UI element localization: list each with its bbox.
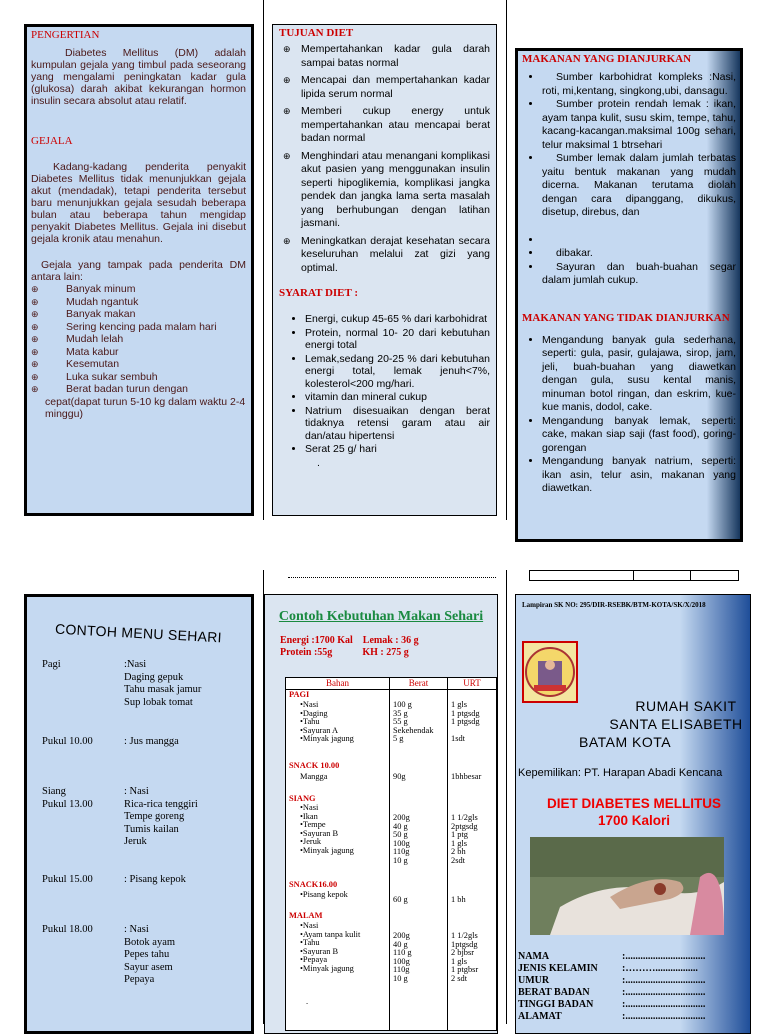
hospital-logo xyxy=(522,641,578,703)
list-item: • Protein, normal 10- 20 dari kebutuhan energi total xyxy=(305,327,490,352)
form-field[interactable]: :................................ xyxy=(622,987,706,998)
syarat-trail: . xyxy=(317,456,320,469)
bullet-icon: ⊕ xyxy=(31,321,39,332)
panel-kebutuhan xyxy=(264,594,498,1034)
col-header: Berat xyxy=(390,678,448,689)
list-item: • vitamin dan mineral cukup xyxy=(305,391,490,404)
list-item: • Sumber protein rendah lemak : ikan, ayam tanpa kulit, susu skim, tempe, tahu, kacang-kacangan.maksimal 100g sehari, telur maksimal 1 btrsehari xyxy=(542,98,736,152)
syarat-title: SYARAT DIET : xyxy=(279,287,359,299)
bullet-icon: ⊕ xyxy=(31,346,39,357)
list-item: • Mengandung banyak lemak, seperti: cake, makan siap saji (fast food), goring-gorengan xyxy=(542,415,736,456)
diet-title: DIET DIABETES MELLITUS 1700 Kalori xyxy=(546,796,721,828)
pengertian-text: Diabetes Mellitus (DM) adalah kumpulan gejala yang timbul pada seseorang yang mengalami peningkatan kadar gula (glukosa) darah akibat kekurangan hormon insulin secara absolut atau relatif. xyxy=(31,47,246,107)
tujuan-list xyxy=(279,43,490,275)
bullet-icon: ⊕ xyxy=(283,44,291,54)
panel-dianjurkan xyxy=(515,48,743,542)
list-item: ⊕ Mencapai dan mempertahankan kadar lipida serum normal xyxy=(283,74,490,100)
form-field[interactable]: :................................ xyxy=(622,975,706,986)
bullet-icon: ⊕ xyxy=(31,371,39,382)
form-row: ALAMAT :................................ xyxy=(518,1011,706,1022)
patient-form xyxy=(518,951,705,1023)
list-item: ⊕ Banyak makan xyxy=(31,308,136,320)
panel-tujuan xyxy=(272,24,497,516)
list-item xyxy=(542,234,736,248)
col-header: Bahan xyxy=(286,678,390,689)
form-field[interactable]: :................................ xyxy=(622,1011,706,1022)
list-item: ⊕ Mempertahankan kadar gula darah sampai batas normal xyxy=(283,43,490,69)
form-field[interactable]: :................................ xyxy=(622,999,706,1010)
list-item: • Mengandung banyak gula sederhana, seperti: gula, pasir, gulajawa, sirop, jam, jeli, buah-buahan yang diawetkan dengan gula, susu kental manis, minuman botol ringan, dan eskrim, kue-kue manis, dodol, cake. xyxy=(542,334,736,415)
list-item: • dibakar. xyxy=(542,247,736,261)
list-item: ⊕ Kesemutan xyxy=(31,358,120,370)
bullet-icon: ⊕ xyxy=(283,150,291,161)
lampiran-text: Lampiran SK NO: 295/DIR-RSEBK/BTM-KOTA/SK/X/2018 xyxy=(522,601,706,609)
gejala-text2: Gejala yang tampak pada penderita DM antara lain: xyxy=(31,259,246,283)
panel-pengertian xyxy=(24,24,254,516)
list-item: • Sumber karbohidrat kompleks :Nasi, roti, mi,kentang, singkong,ubi, dansagu. xyxy=(542,71,736,98)
tidak-list xyxy=(522,334,736,496)
syarat-list xyxy=(279,313,490,456)
tujuan-title: TUJUAN DIET xyxy=(279,27,354,39)
pengertian-title: PENGERTIAN xyxy=(31,29,100,41)
bullet-icon: ⊕ xyxy=(31,284,39,294)
list-item: ⊕ Mudah lelah xyxy=(31,333,124,345)
list-item: • Sayuran dan buah-buahan segar dalam jumlah cukup. xyxy=(542,261,736,288)
panel-cover xyxy=(515,594,751,1034)
list-item: ⊕ Berat badan turun dengan cepat(dapat turun 5-10 kg dalam waktu 2-4 minggu) xyxy=(31,383,246,420)
form-row: BERAT BADAN :................................ xyxy=(518,987,706,998)
energy-summary: Energi :1700 Kal Lemak : 36 g Protein :55g KH : 275 g xyxy=(280,635,419,658)
bullet-icon: ⊕ xyxy=(283,75,291,85)
hospital-name: RUMAH SAKIT SANTA ELISABETH BATAM KOTA xyxy=(579,698,743,750)
list-item: • Lemak,sedang 20-25 % dari kebutuhan energi total, lemak jenuh<7%, kolesterol<200 mg/hari. xyxy=(305,353,490,391)
list-item: ⊕ Memberi cukup energy untuk mempertahankan atau mencapai berat badan normal xyxy=(283,105,490,144)
bullet-icon: ⊕ xyxy=(283,106,291,116)
bullet-icon: ⊕ xyxy=(31,359,39,369)
berat-col: 100 g 35 g 55 g Sekehendak 5 g 90g 200g 40 g 50 g 100g 110g 10 g 60 g 200g 40 g 110 g 100g 110g 10 g xyxy=(390,690,448,1030)
bullet-icon: ⊕ xyxy=(31,296,39,307)
foot-wound-photo xyxy=(530,837,724,935)
bullet-icon: ⊕ xyxy=(31,334,39,344)
bullet-icon: ⊕ xyxy=(31,309,39,319)
form-row: TINGGI BADAN :................................ xyxy=(518,999,706,1010)
form-row: JENIS KELAMIN :………................. xyxy=(518,963,698,974)
list-item: ⊕ Sering kencing pada malam hari xyxy=(31,320,217,333)
form-row: NAMA :................................ xyxy=(518,951,706,962)
bullet-icon: ⊕ xyxy=(31,384,39,394)
list-item: ⊕ Banyak minum xyxy=(31,283,136,295)
list-item: ⊕ Menghindari atau menangani komplikasi akut pasien yang menggunakan insulin seperti hipoglikemia, komplikasi jangka pendek dan jangka lama serta masalah yang berhubungan dengan latihan jasmani. xyxy=(283,149,490,229)
gejala-text1: Kadang-kadang penderita penyakit Diabetes Mellitus tidak menunjukkan gejala akut (mendadak), tetapi penderita tersebut baru menunjukkan gejala sesudah beberapa bulan atau beberapa tahun mengidap penyakit Diabetes Mellitus. Gejala ini disebut gejala kronik atau menahun. xyxy=(31,161,246,245)
gejala-title: GEJALA xyxy=(31,135,73,147)
top-rect xyxy=(529,570,739,581)
dianjurkan-list xyxy=(522,71,736,288)
list-item: ⊕ Mata kabur xyxy=(31,345,119,358)
list-item: ⊕ Meningkatkan derajat kesehatan secara keseluruhan melalui zat gizi yang optimal. xyxy=(283,234,490,274)
panel-menu: CONTOH MENU SEHARI Pagi :Nasi Daging gepuk Tahu masak jamur Sup lobak tomat Pukul 10.00 : Jus mangga Siang Pukul 13.00 : Nasi Rica-rica tenggiri Tempe goreng Tumis kailan Jeruk Pukul 15.00 : Pisang kepok Pukul 18.00 : Nasi Botok ayam Pepes tahu Sayur asem Pepaya xyxy=(24,594,254,1034)
list-item: • Energi, cukup 45-65 % dari karbohidrat xyxy=(305,313,490,326)
list-item: ⊕ Mudah ngantuk xyxy=(31,295,139,308)
kebutuhan-table xyxy=(285,677,497,1031)
list-item: • Sumber lemak dalam jumlah terbatas yaitu bentuk makanan yang mudah dicerna. Makanan terutama diolah dengan cara dipanggang, dikukus, disetup, direbus, dan xyxy=(542,152,736,220)
kebutuhan-title: Contoh Kebutuhan Makan Sehari xyxy=(278,609,484,624)
form-field[interactable]: :………................. xyxy=(622,963,698,974)
col-header: URT xyxy=(463,678,481,688)
kepemilikan: Kepemilikan: PT. Harapan Abadi Kencana xyxy=(518,767,723,779)
urt-col: 1 gls 1 ptgsdg 1 ptgsdg 1sdt 1bhbesar 1 1/2gls 2ptgsdg 1 ptg 1 gls 2 bh 2sdt 1 bh 1 1/2gls 1ptgsdg 2 bjbsr 1 gls 1 ptgbsr 2 sdt xyxy=(451,700,482,983)
menu-title: CONTOH MENU SEHARI xyxy=(54,620,223,646)
list-item: • Serat 25 g/ hari xyxy=(305,443,490,456)
gejala-list xyxy=(31,283,246,421)
form-field[interactable]: :................................ xyxy=(622,951,706,962)
dianjurkan-title: MAKANAN YANG DIANJURKAN xyxy=(522,53,692,65)
list-item: • Natrium disesuaikan dengan berat tidaknya retensi garam atau air dan/atau hipertensi xyxy=(305,405,490,443)
list-item: ⊕ Luka sukar sembuh xyxy=(31,370,158,383)
bullet-icon: ⊕ xyxy=(283,235,291,246)
bahan-col: PAGI •Nasi •Daging •Tahu •Sayuran A •Minyak jagung SNACK 10.00 Mangga SIANG •Nasi •Ikan •Tempe •Sayuran B •Jeruk •Minyak jagung SNACK16.00 •Pisang kepok MALAM •Nasi •Ayam tanpa kulit •Tahu •Sayuran B •Pepaya •Minyak jagung . xyxy=(286,690,390,1030)
list-item: • Mengandung banyak natrium, seperti: ikan asin, telur asin, makanan yang diawetkan. xyxy=(542,455,736,496)
tidak-title: MAKANAN YANG TIDAK DIANJURKAN xyxy=(522,311,730,324)
form-row: UMUR :................................ xyxy=(518,975,706,986)
